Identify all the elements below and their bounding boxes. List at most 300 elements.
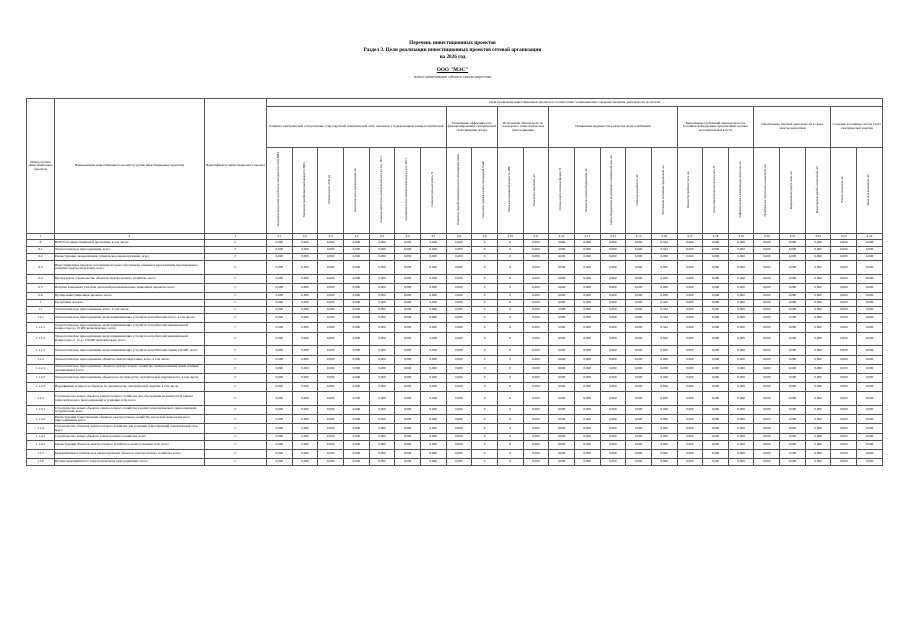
value-cell: 0,000 (549, 332, 575, 346)
value-cell: 0,000 (574, 433, 600, 440)
value-cell: 0,000 (728, 332, 754, 346)
value-cell: 0,000 (420, 459, 446, 466)
value-cell: 0,000 (267, 247, 293, 254)
value-cell: 0,000 (574, 323, 600, 332)
document-title: Перечень инвестиционных проектов (409, 40, 496, 46)
value-cell: 0,000 (626, 355, 652, 364)
row-id: Г (205, 373, 267, 382)
column-number: 4.14 (600, 234, 626, 240)
value-cell: 0 (497, 274, 523, 283)
value-cell: 0,000 (523, 373, 549, 382)
value-cell: 0 (472, 364, 498, 373)
value-cell: 0,000 (318, 440, 344, 449)
value-cell: 0,000 (369, 293, 395, 300)
value-cell: 0 (472, 433, 498, 440)
value-cell: 0,000 (395, 364, 421, 373)
value-cell: 0,000 (805, 247, 831, 254)
value-cell: 0,000 (754, 355, 780, 364)
table-row (27, 332, 883, 346)
value-cell: 0,000 (600, 247, 626, 254)
table-row (27, 383, 883, 392)
value-cell: 0,000 (395, 332, 421, 346)
value-cell: 0,000 (626, 240, 652, 247)
value-cell: 0,000 (857, 355, 883, 364)
value-cell: 0,000 (292, 459, 318, 466)
row-number: 1.1.4.1 (27, 433, 55, 440)
value-cell: 0,000 (728, 355, 754, 364)
value-cell: 0,000 (805, 332, 831, 346)
value-cell: 0,000 (420, 307, 446, 314)
value-cell: 0,000 (395, 449, 421, 458)
value-cell: 0,000 (805, 274, 831, 283)
value-cell: 0,000 (651, 415, 677, 424)
value-cell: 0,000 (292, 373, 318, 382)
column-number: 4.3 (318, 234, 344, 240)
value-cell: 0,000 (651, 449, 677, 458)
value-cell: 0,000 (600, 440, 626, 449)
value-cell: 0,000 (318, 283, 344, 292)
value-cell: 0,000 (677, 355, 703, 364)
row-number: 1.1.3.2 (27, 415, 55, 424)
value-cell: 0,000 (651, 373, 677, 382)
value-cell: 0,000 (318, 314, 344, 323)
value-cell: 0,000 (703, 293, 729, 300)
value-cell: 0,000 (626, 307, 652, 314)
value-cell: 0,000 (574, 449, 600, 458)
value-cell: 0,000 (446, 392, 472, 406)
column-number: 4.22 (805, 234, 831, 240)
value-cell: 0,000 (292, 314, 318, 323)
value-cell: 0,000 (626, 261, 652, 275)
value-cell: 0,000 (395, 373, 421, 382)
row-number: 1.1.3.1 (27, 406, 55, 415)
value-cell: 0,000 (600, 373, 626, 382)
value-cell: 0,000 (805, 433, 831, 440)
value-cell: 0,000 (420, 314, 446, 323)
value-cell: 0,000 (395, 346, 421, 355)
value-cell: 0,000 (728, 254, 754, 261)
value-cell: 0,000 (446, 274, 472, 283)
value-cell: 0,000 (343, 433, 369, 440)
header-subcolumn-label: Реконструкция зданий и сооружений, шт. (815, 166, 819, 214)
value-cell: 0,000 (395, 274, 421, 283)
row-number: 1 (27, 300, 55, 307)
value-cell: 0,000 (831, 392, 857, 406)
value-cell: 0,000 (343, 364, 369, 373)
value-cell: 0,000 (292, 433, 318, 440)
section-title: Раздел 3. Цели реализации инвестиционных проектов сетевой организации (363, 47, 542, 53)
value-cell: 0,000 (831, 283, 857, 292)
value-cell: 0,000 (369, 449, 395, 458)
value-cell: 0,000 (754, 247, 780, 254)
value-cell: 0,000 (292, 247, 318, 254)
value-cell: 0 (472, 240, 498, 247)
row-number: 1.1.1.1 (27, 323, 55, 332)
row-name: Прочее новое строительство объектов электросетевого хозяйства, всего (55, 274, 205, 283)
value-cell: 0,000 (446, 346, 472, 355)
value-cell: 0,000 (754, 440, 780, 449)
value-cell: 0,000 (831, 247, 857, 254)
value-cell: 0,000 (677, 332, 703, 346)
value-cell: 0,000 (831, 300, 857, 307)
value-cell: 0,000 (677, 433, 703, 440)
value-cell: 0,000 (343, 383, 369, 392)
value-cell: 0,000 (600, 274, 626, 283)
value-cell: 0,000 (651, 283, 677, 292)
value-cell: 0,000 (395, 307, 421, 314)
value-cell: 0,342 (651, 247, 677, 254)
value-cell: 0,000 (703, 346, 729, 355)
value-cell: 0,000 (754, 274, 780, 283)
value-cell: 0,000 (754, 332, 780, 346)
value-cell: 0,000 (626, 314, 652, 323)
row-number: 0.3 (27, 261, 55, 275)
value-cell: 0,000 (831, 261, 857, 275)
value-cell: 3,990 (549, 307, 575, 314)
value-cell: 0,000 (420, 415, 446, 424)
value-cell: 0,000 (857, 293, 883, 300)
value-cell: 0,000 (574, 415, 600, 424)
row-id: Г (205, 383, 267, 392)
value-cell: 0,000 (395, 459, 421, 466)
value-cell: 0,000 (780, 415, 806, 424)
header-subcolumn (677, 148, 703, 234)
row-id: Г (205, 247, 267, 254)
value-cell: 0,000 (395, 392, 421, 406)
investment-goals-table (26, 98, 883, 466)
value-cell: 0,000 (267, 240, 293, 247)
value-cell: 0 (497, 247, 523, 254)
value-cell: 0 (472, 415, 498, 424)
value-cell: 0,000 (343, 274, 369, 283)
value-cell: 0,000 (703, 323, 729, 332)
value-cell: 0,000 (703, 355, 729, 364)
row-id: Г (205, 415, 267, 424)
value-cell: 0,000 (728, 274, 754, 283)
row-id: Г (205, 364, 267, 373)
header-subcolumn (626, 148, 652, 234)
value-cell: 0,000 (677, 383, 703, 392)
value-cell: 0,000 (318, 415, 344, 424)
header-subcolumn (472, 148, 498, 234)
row-number: 0.1 (27, 247, 55, 254)
value-cell: 0,000 (677, 240, 703, 247)
value-cell: 0,000 (831, 406, 857, 415)
value-cell: 0,000 (549, 283, 575, 292)
value-cell: 0,000 (420, 355, 446, 364)
value-cell: 0 (497, 373, 523, 382)
column-number: 4.2 (292, 234, 318, 240)
value-cell: 0,000 (446, 261, 472, 275)
value-cell: 0,000 (703, 274, 729, 283)
value-cell: 0,000 (600, 415, 626, 424)
value-cell: 0,000 (857, 373, 883, 382)
table-row (27, 415, 883, 424)
row-number: 0.2 (27, 254, 55, 261)
value-cell: 0,000 (805, 254, 831, 261)
value-cell: 0,000 (446, 449, 472, 458)
value-cell: 0,000 (677, 314, 703, 323)
value-cell: 0 (472, 293, 498, 300)
value-cell: 0 (497, 415, 523, 424)
value-cell: 0,000 (318, 433, 344, 440)
value-cell: 0,000 (549, 406, 575, 415)
value-cell: 0,000 (831, 274, 857, 283)
value-cell: 0,000 (267, 433, 293, 440)
value-cell: 0,000 (626, 459, 652, 466)
value-cell: 0,000 (728, 314, 754, 323)
value-cell: 0,000 (574, 283, 600, 292)
row-id: Г (205, 314, 267, 323)
value-cell: 0,000 (446, 293, 472, 300)
period-title: на 2026 год (439, 54, 466, 60)
header-subcolumn (318, 148, 344, 234)
value-cell: 0,000 (626, 364, 652, 373)
row-id: Г (205, 254, 267, 261)
value-cell: 0,000 (369, 373, 395, 382)
value-cell: 0,000 (395, 355, 421, 364)
value-cell: 0,000 (446, 283, 472, 292)
value-cell: 0,000 (600, 240, 626, 247)
value-cell: 0,000 (728, 261, 754, 275)
value-cell: 0,000 (549, 433, 575, 440)
value-cell: 0 (497, 459, 523, 466)
row-name: Технологическое присоединение, всего (55, 247, 205, 254)
value-cell: 0,000 (728, 392, 754, 406)
value-cell: 0,000 (267, 323, 293, 332)
value-cell: 0,000 (395, 261, 421, 275)
value-cell: 0,000 (677, 300, 703, 307)
column-number: 4.11 (523, 234, 549, 240)
value-cell: 0,000 (267, 406, 293, 415)
value-cell: 0,000 (805, 300, 831, 307)
value-cell: 0,000 (267, 392, 293, 406)
value-cell: 0,000 (780, 274, 806, 283)
value-cell: 0,000 (574, 293, 600, 300)
value-cell: 0,000 (292, 424, 318, 433)
value-cell: 0,000 (600, 424, 626, 433)
value-cell: 0,000 (292, 415, 318, 424)
value-cell: 0 (472, 424, 498, 433)
value-cell: 0,000 (420, 293, 446, 300)
value-cell: 0,000 (626, 433, 652, 440)
value-cell: 0 (497, 307, 523, 314)
value-cell: 0,000 (369, 261, 395, 275)
value-cell: 0,000 (677, 293, 703, 300)
value-cell: 0,000 (651, 332, 677, 346)
value-cell: 0,000 (523, 449, 549, 458)
value-cell: 0,000 (343, 355, 369, 364)
value-cell: 0 (472, 261, 498, 275)
value-cell: 0,000 (805, 261, 831, 275)
value-cell: 0,000 (369, 346, 395, 355)
value-cell: 0,000 (395, 254, 421, 261)
value-cell: 0,000 (857, 433, 883, 440)
header-group: Повышение эффективности функционирования электрической сети/снижение потерь (446, 107, 497, 148)
value-cell: 0,000 (574, 364, 600, 373)
table-row (27, 373, 883, 382)
row-number: 1.1.4 (27, 424, 55, 433)
value-cell: 0,000 (651, 440, 677, 449)
value-cell: 0,000 (677, 364, 703, 373)
row-name: Строительство новых объектов электросетевого хозяйства в целях технологического присоединения потребителей, всего (55, 406, 205, 415)
value-cell: 0,000 (292, 261, 318, 275)
value-cell: 0,000 (626, 392, 652, 406)
value-cell: 0,000 (523, 459, 549, 466)
value-cell: 0 (472, 307, 498, 314)
value-cell: 0,000 (805, 383, 831, 392)
value-cell: 0,000 (651, 261, 677, 275)
value-cell: 0,000 (523, 424, 549, 433)
value-cell: 0 (472, 274, 498, 283)
header-subcolumn (780, 148, 806, 234)
value-cell: 0,000 (754, 346, 780, 355)
column-number: 4.15 (626, 234, 652, 240)
value-cell: 0,000 (523, 283, 549, 292)
value-cell: 0,000 (626, 254, 652, 261)
value-cell: 0,000 (831, 346, 857, 355)
value-cell: 0,000 (626, 373, 652, 382)
row-number: 1.1.2 (27, 355, 55, 364)
value-cell: 0,000 (728, 424, 754, 433)
table-row (27, 240, 883, 247)
header-subcolumn (369, 148, 395, 234)
value-cell: 0,000 (600, 300, 626, 307)
value-cell: 0,000 (780, 346, 806, 355)
value-cell: 0,000 (446, 247, 472, 254)
value-cell: 0,000 (446, 355, 472, 364)
value-cell: 0 (497, 261, 523, 275)
table-row (27, 283, 883, 292)
value-cell: 0,000 (754, 314, 780, 323)
header-subcolumn-label: Протяженность ЛЭП, км (328, 175, 332, 204)
value-cell: 0,000 (549, 373, 575, 382)
value-cell: 0 (497, 293, 523, 300)
value-cell: 0,000 (728, 440, 754, 449)
row-name: ВСЕГО по инвестиционной программе, в том числе: (55, 240, 205, 247)
value-cell: 0,000 (523, 383, 549, 392)
value-cell: 0,000 (780, 440, 806, 449)
value-cell: 0 (472, 323, 498, 332)
value-cell: 0,000 (343, 346, 369, 355)
value-cell: 0,000 (574, 355, 600, 364)
header-subcolumn-label: Обеспечение исполнения предписаний, шт. (661, 164, 665, 215)
value-cell: 0,000 (395, 415, 421, 424)
value-cell: 0,000 (395, 283, 421, 292)
value-cell: 0,000 (549, 355, 575, 364)
value-cell: 0,000 (523, 307, 549, 314)
value-cell: 0,342 (651, 314, 677, 323)
value-cell: 0,000 (754, 373, 780, 382)
value-cell: 0,000 (574, 261, 600, 275)
value-cell: 0,000 (780, 383, 806, 392)
value-cell: 0,000 (267, 364, 293, 373)
value-cell: 0,000 (574, 274, 600, 283)
value-cell: 0,000 (780, 283, 806, 292)
value-cell: 0,000 (343, 415, 369, 424)
value-cell: 0,000 (780, 364, 806, 373)
value-cell: 0,000 (267, 373, 293, 382)
value-cell: 0,000 (857, 346, 883, 355)
value-cell: 0,000 (523, 240, 549, 247)
value-cell: 0,000 (523, 355, 549, 364)
value-cell: 0,000 (728, 415, 754, 424)
value-cell: 0,000 (857, 274, 883, 283)
value-cell: 0,000 (651, 346, 677, 355)
value-cell: 0,000 (754, 293, 780, 300)
header-group: Повышение надежности и качества энергоснабжения (549, 107, 677, 148)
value-cell: 0,000 (523, 274, 549, 283)
header-subcolumn-label: Доля интеллектуальных систем учета, % (713, 166, 717, 214)
value-cell: 0,000 (420, 261, 446, 275)
value-cell: 0 (472, 314, 498, 323)
row-number: 0.4 (27, 274, 55, 283)
value-cell: 0,000 (292, 355, 318, 364)
value-cell: 0,000 (805, 314, 831, 323)
value-cell: 0,000 (292, 383, 318, 392)
header-subcolumn-label: Приобретение спецтехники и транспорта, шт. (764, 163, 768, 216)
value-cell: 0,000 (651, 433, 677, 440)
value-cell: 0,000 (626, 424, 652, 433)
value-cell: 0,000 (318, 247, 344, 254)
value-cell: 0,000 (420, 406, 446, 415)
value-cell: 0 (472, 440, 498, 449)
value-cell: 0,000 (754, 254, 780, 261)
row-id: Г (205, 283, 267, 292)
value-cell: 0 (472, 254, 498, 261)
value-cell: 0,000 (420, 300, 446, 307)
value-cell: 0,000 (703, 392, 729, 406)
value-cell: 0,000 (267, 283, 293, 292)
row-number: 1.1.1.3 (27, 346, 55, 355)
value-cell: 0 (497, 392, 523, 406)
row-number: 1.1.2.3 (27, 383, 55, 392)
value-cell: 0,000 (369, 406, 395, 415)
header-subcolumn (703, 148, 729, 234)
row-name: Технологическое присоединение энергопринимающих устройств потребителей максимальной мощностью от 15 до 150 кВт включительно, всего (55, 332, 205, 346)
row-id: Г (205, 293, 267, 300)
value-cell: 0,000 (857, 332, 883, 346)
value-cell: 0,000 (754, 415, 780, 424)
row-name: Модернизация и техническое перевооружение объектов электросетевого хозяйства, всего (55, 449, 205, 458)
value-cell: 0,000 (292, 307, 318, 314)
row-name: Покупка земельных участков для целей реализации инвестиционных проектов, всего (55, 283, 205, 292)
column-number: 1 (27, 234, 55, 240)
value-cell: 0,000 (780, 392, 806, 406)
value-cell: 0,000 (703, 415, 729, 424)
row-id: Г (205, 449, 267, 458)
value-cell: 0,000 (318, 383, 344, 392)
value-cell: 0,000 (267, 449, 293, 458)
value-cell: 0,000 (703, 332, 729, 346)
value-cell: 0,000 (831, 355, 857, 364)
value-cell: 0,000 (600, 314, 626, 323)
value-cell: 0,000 (728, 240, 754, 247)
table-row (27, 433, 883, 440)
value-cell: 0,000 (574, 300, 600, 307)
value-cell: 0,000 (318, 254, 344, 261)
value-cell: 0,000 (703, 440, 729, 449)
value-cell: 0,000 (857, 323, 883, 332)
header-subcolumn-label: Замена оборудования, отработавшего нормативный срок, шт. (610, 154, 614, 225)
value-cell: 0,000 (754, 307, 780, 314)
value-cell: 0,000 (318, 293, 344, 300)
header-subcolumn (857, 148, 883, 234)
table-row (27, 254, 883, 261)
value-cell: 0,000 (703, 314, 729, 323)
value-cell: 3,990 (549, 314, 575, 323)
value-cell: 0,000 (703, 364, 729, 373)
